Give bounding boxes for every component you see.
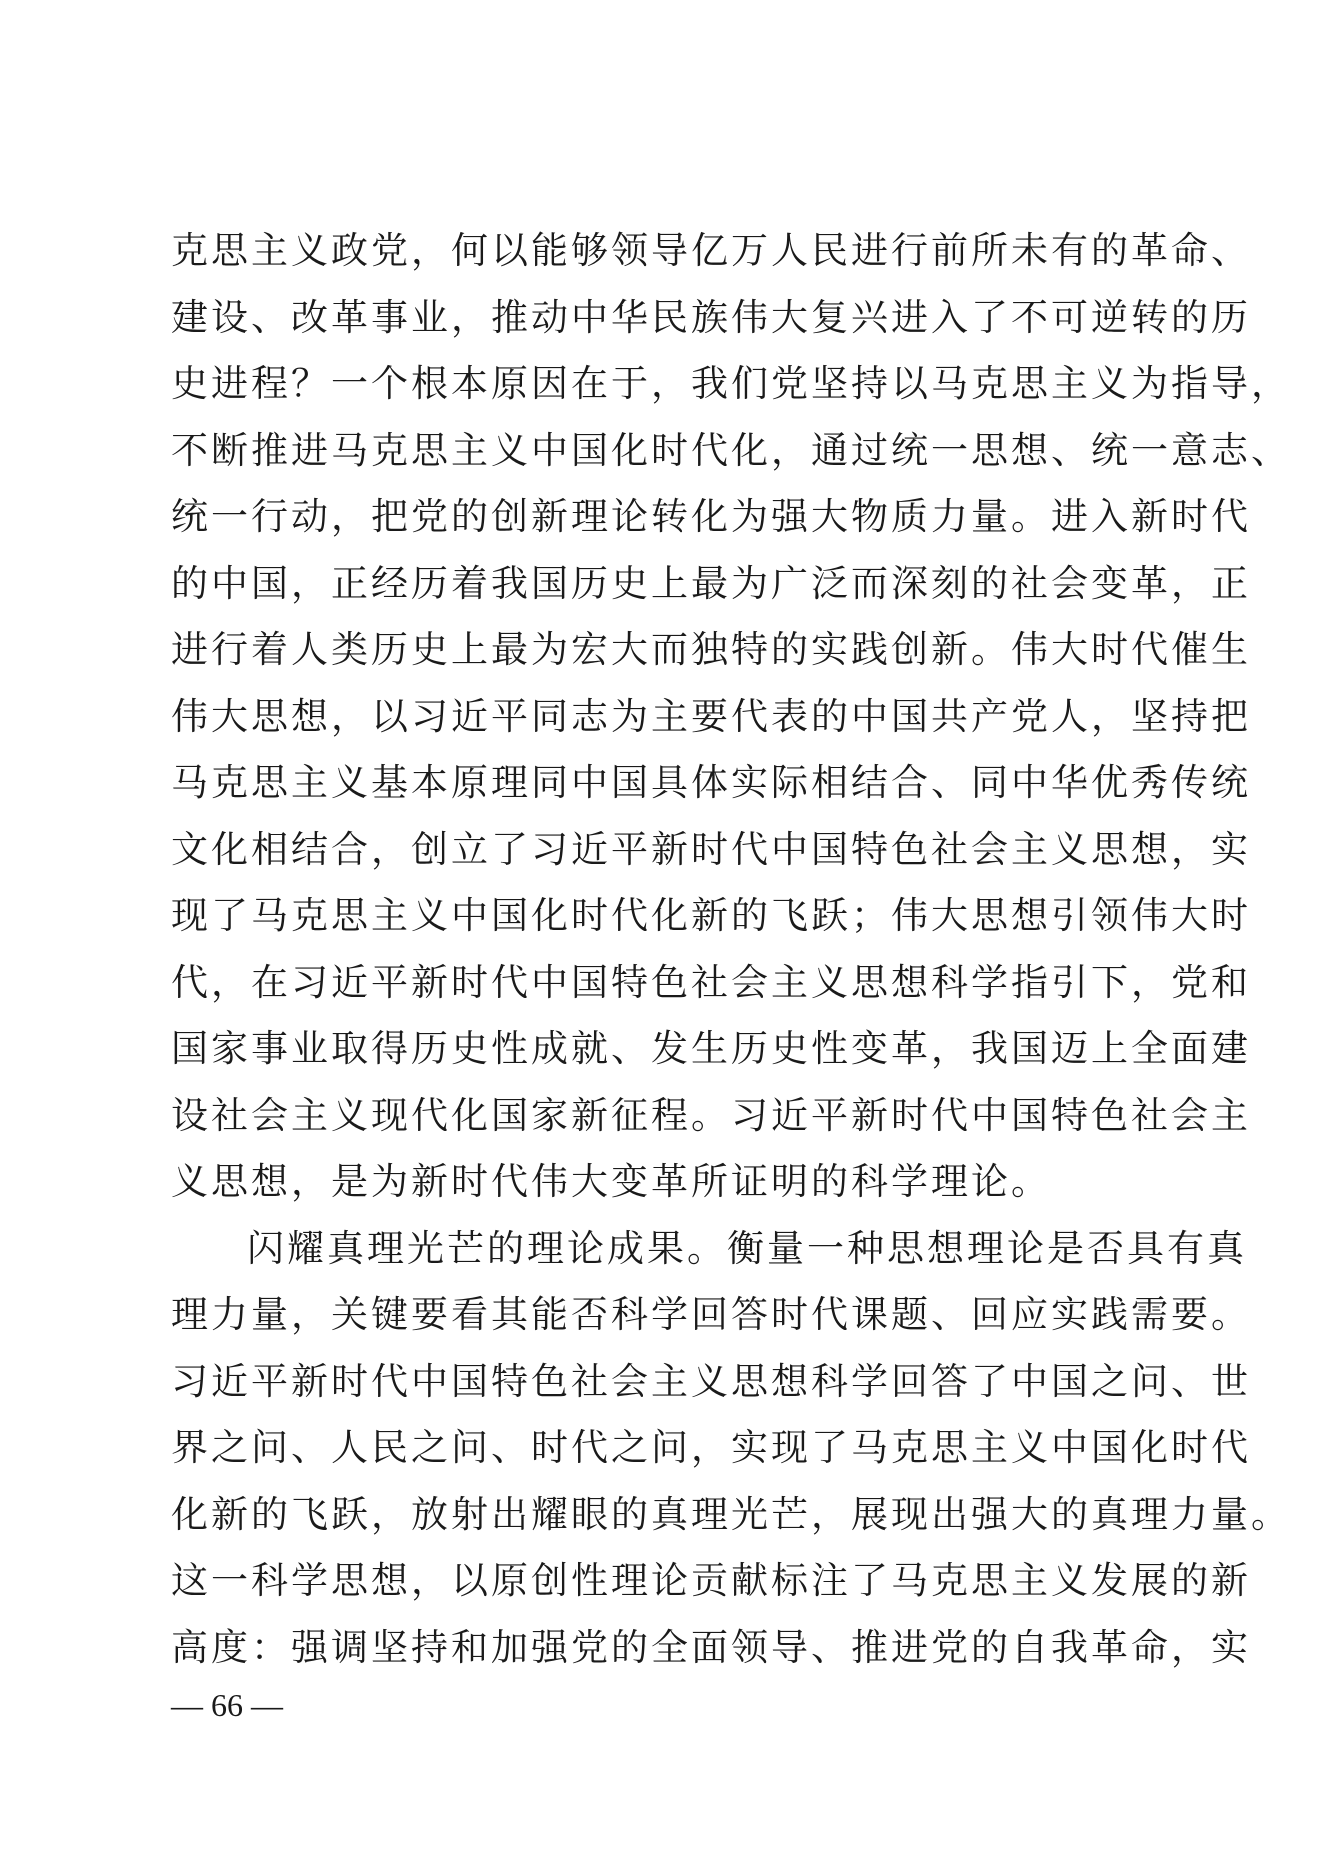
- text-line: 统一行动，把党的创新理论转化为强大物质力量。进入新时代: [171, 495, 1251, 538]
- text-line: 克思主义政党，何以能够领导亿万人民进行前所未有的革命、: [171, 229, 1251, 272]
- text-line: 不断推进马克思主义中国化时代化，通过统一思想、统一意志、: [171, 428, 1291, 472]
- text-line: 文化相结合，创立了习近平新时代中国特色社会主义思想，实: [171, 827, 1251, 871]
- paragraph-start-line: 闪耀真理光芒的理论成果。衡量一种思想理论是否具有真: [247, 1226, 1247, 1270]
- page-number: — 66 —: [171, 1687, 283, 1723]
- text-line: 高度：强调坚持和加强党的全面领导、推进党的自我革命，实: [171, 1625, 1251, 1669]
- text-line: 进行着人类历史上最为宏大而独特的实践创新。伟大时代催生: [171, 628, 1251, 671]
- text-line: 这一科学思想，以原创性理论贡献标注了马克思主义发展的新: [171, 1559, 1251, 1602]
- body-text: [171, 218, 1291, 1681]
- text-line: 建设、改革事业，推动中华民族伟大复兴进入了不可逆转的历: [171, 295, 1251, 339]
- paragraph-end-line: 义思想，是为新时代伟大变革所证明的科学理论。: [171, 1160, 1051, 1203]
- text-line: 伟大思想，以习近平同志为主要代表的中国共产党人，坚持把: [171, 694, 1251, 738]
- text-line: 马克思主义基本原理同中国具体实际相结合、同中华优秀传统: [171, 761, 1251, 804]
- text-line: 国家事业取得历史性成就、发生历史性变革，我国迈上全面建: [171, 1027, 1251, 1070]
- text-line: 化新的飞跃，放射出耀眼的真理光芒，展现出强大的真理力量。: [171, 1492, 1291, 1536]
- text-line: 史进程？一个根本原因在于，我们党坚持以马克思主义为指导，: [171, 362, 1291, 405]
- text-line: 代，在习近平新时代中国特色社会主义思想科学指引下，党和: [171, 960, 1251, 1004]
- text-line: 理力量，关键要看其能否科学回答时代课题、回应实践需要。: [171, 1293, 1251, 1336]
- text-line: 界之问、人民之问、时代之问，实现了马克思主义中国化时代: [171, 1426, 1251, 1469]
- text-line: 习近平新时代中国特色社会主义思想科学回答了中国之问、世: [171, 1359, 1251, 1403]
- text-line: 设社会主义现代化国家新征程。习近平新时代中国特色社会主: [171, 1093, 1251, 1137]
- text-line: 的中国，正经历着我国历史上最为广泛而深刻的社会变革，正: [171, 561, 1251, 605]
- text-line: 现了马克思主义中国化时代化新的飞跃；伟大思想引领伟大时: [171, 894, 1251, 937]
